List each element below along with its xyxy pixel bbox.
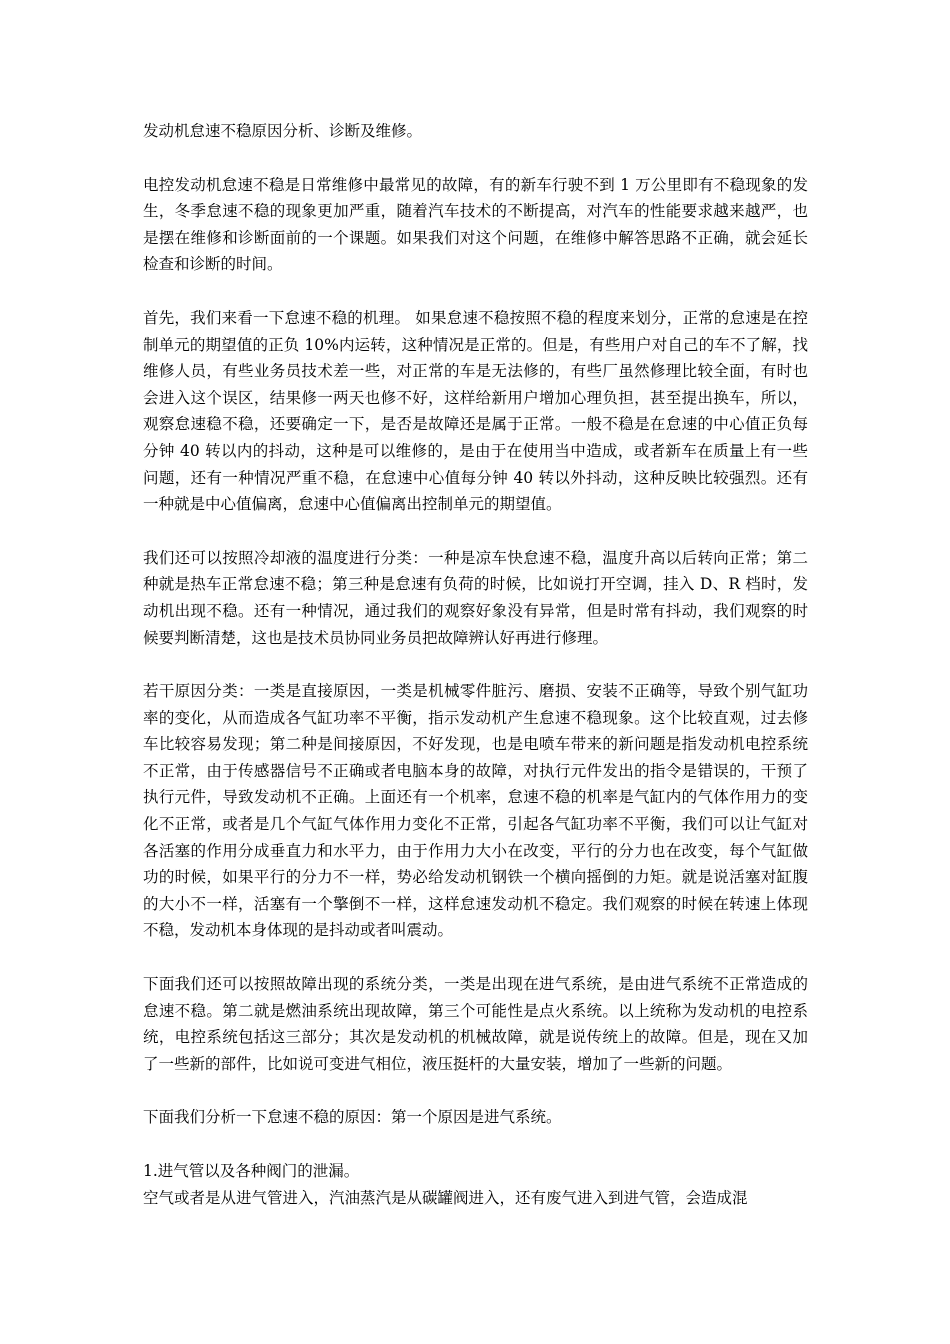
paragraph-gap bbox=[143, 651, 808, 678]
paragraph-gap bbox=[143, 145, 808, 172]
document-page bbox=[143, 118, 808, 1211]
paragraph-cause-classification: 若干原因分类：一类是直接原因，一类是机械零件脏污、磨损、安装不正确等，导致个别气缸功率的变化，从而造成各气缸功率不平衡，指示发动机产生怠速不稳现象。这个比较直观，过去修车比较容易发现；第二种是间接原因，不好发现，也是电喷车带来的新问题是指发动机电控系统不正常，由于传感器信号不正确或者电脑本身的故障，对执行元件发出的指令是错误的，干预了执行元件，导致发动机不正确。上面还有一个机率，怠速不稳的机率是气缸内的气体作用力的变化不正常，或者是几个气缸气体作用力变化不正常，引起各气缸功率不平衡，我们可以让气缸对各活塞的作用分成垂直力和水平力，由于作用力大小在改变，平行的分力也在改变，每个气缸做功的时候，如果平行的分力不一样，势必给发动机钢铁一个横向摇倒的力矩。就是说活塞对缸腹的大小不一样，活塞有一个擎倒不一样，这样怠速发动机不稳定。我们观察的时候在转速上体现不稳，发动机本身体现的是抖动或者叫震动。 bbox=[143, 682, 808, 940]
paragraph-system-classification: 下面我们还可以按照故障出现的系统分类，一类是出现在进气系统，是由进气系统不正常造成的怠速不稳。第二就是燃油系统出现故障，第三个可能性是点火系统。以上统称为发动机的电控系统，电控系统包括这三部分；其次是发动机的机械故障，就是说传统上的故障。但是，现在又加了一些新的部件，比如说可变进气相位，液压挺杆的大量安装，增加了一些新的问题。 bbox=[143, 975, 808, 1073]
paragraph-gap bbox=[143, 278, 808, 305]
paragraph-intro: 电控发动机怠速不稳是日常维修中最常见的故障，有的新车行驶不到 1 万公里即有不稳现象的发生，冬季怠速不稳的现象更加严重，随着汽车技术的不断提高，对汽车的性能要求越来越严，也是摆在维修和诊断面前的一个课题。如果我们对这个问题，在维修中解答思路不正确，就会延长检查和诊断的时间。 bbox=[143, 175, 808, 274]
subheading-intake-leak: 1.进气管以及各种阀门的泄漏。 bbox=[143, 1162, 360, 1180]
paragraph-coolant-classification: 我们还可以按照冷却液的温度进行分类：一种是凉车快怠速不稳，温度升高以后转向正常；第二种就是热车正常怠速不稳；第三种是怠速有负荷的时候，比如说打开空调，挂入 D、R 档时，发动机出现不稳。还有一种情况，通过我们的观察好象没有异常，但是时常有抖动，我们观察的时候要判断清楚，这也是技术员协同业务员把故障辨认好再进行修理。 bbox=[143, 548, 808, 647]
paragraph-gap bbox=[143, 518, 808, 545]
paragraph-gap bbox=[143, 1131, 808, 1158]
paragraph-cause-analysis: 下面我们分析一下怠速不稳的原因：第一个原因是进气系统。 bbox=[143, 1108, 562, 1127]
paragraph-mechanism: 首先，我们来看一下怠速不稳的机理。 如果怠速不稳按照不稳的程度来划分，正常的怠速是在控制单元的期望值的正负 10%内运转，这种情况是正常的。但是，有些用户对自己的车不了解，找维修人员，有些业务员技术差一些，对正常的车是无法修的，有些厂虽然修理比较全面，有时也会进入这个误区，结果修一两天也修不好，这样给新用户增加心理负担，甚至提出换车，所以，观察怠速稳不稳，还要确定一下，是否是故障还是属于正常。一般不稳是在怠速的中心值正负每分钟 40 转以内的抖动，这种是可以维修的，是由于在使用当中造成，或者新车在质量上有一些问题，还有一种情况严重不稳，在怠速中心值每分钟 40 转以外抖动，这种反映比较强烈。还有一种就是中心值偏离，怠速中心值偏离出控制单元的期望值。 bbox=[143, 308, 808, 514]
paragraph-intake-leak: 空气或者是从进气管进入，汽油蒸汽是从碳罐阀进入，还有废气进入到进气管，会造成混 bbox=[143, 1188, 748, 1207]
paragraph-gap bbox=[143, 1077, 808, 1104]
paragraph-gap bbox=[143, 944, 808, 971]
document-title: 发动机怠速不稳原因分析、诊断及维修。 bbox=[143, 122, 423, 140]
